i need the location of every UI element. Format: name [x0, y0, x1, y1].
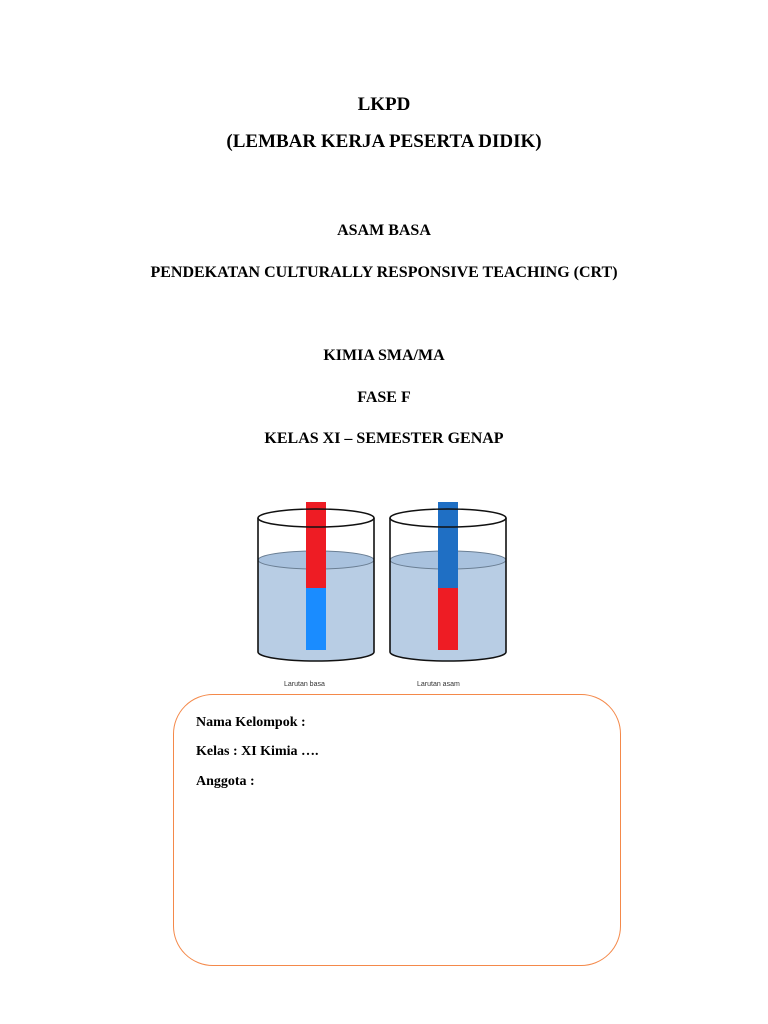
group-info-box	[173, 694, 621, 966]
document-title: LKPD	[357, 94, 411, 115]
class-semester: KELAS XI – SEMESTER GENAP	[264, 430, 504, 447]
beaker-right	[390, 502, 506, 688]
caption-right: Larutan asam	[417, 681, 460, 688]
class-field[interactable]: Kelas : XI Kimia ….	[196, 744, 319, 759]
approach-heading: PENDEKATAN CULTURALLY RESPONSIVE TEACHING (CRT)	[150, 264, 618, 281]
litmus-beakers-illustration	[252, 498, 514, 690]
group-name-field[interactable]: Nama Kelompok :	[196, 715, 306, 730]
document-subtitle: (LEMBAR KERJA PESERTA DIDIK)	[226, 131, 542, 152]
subject-heading: ASAM BASA	[337, 222, 431, 239]
course-name: KIMIA SMA/MA	[323, 347, 445, 364]
litmus-left-blue	[306, 588, 326, 650]
members-field[interactable]: Anggota :	[196, 774, 255, 789]
caption-left: Larutan basa	[284, 681, 325, 688]
litmus-right-red	[438, 588, 458, 650]
course-phase: FASE F	[357, 389, 411, 406]
litmus-left-red	[306, 502, 326, 588]
litmus-right-blue	[438, 502, 458, 588]
beaker-left	[258, 502, 374, 688]
